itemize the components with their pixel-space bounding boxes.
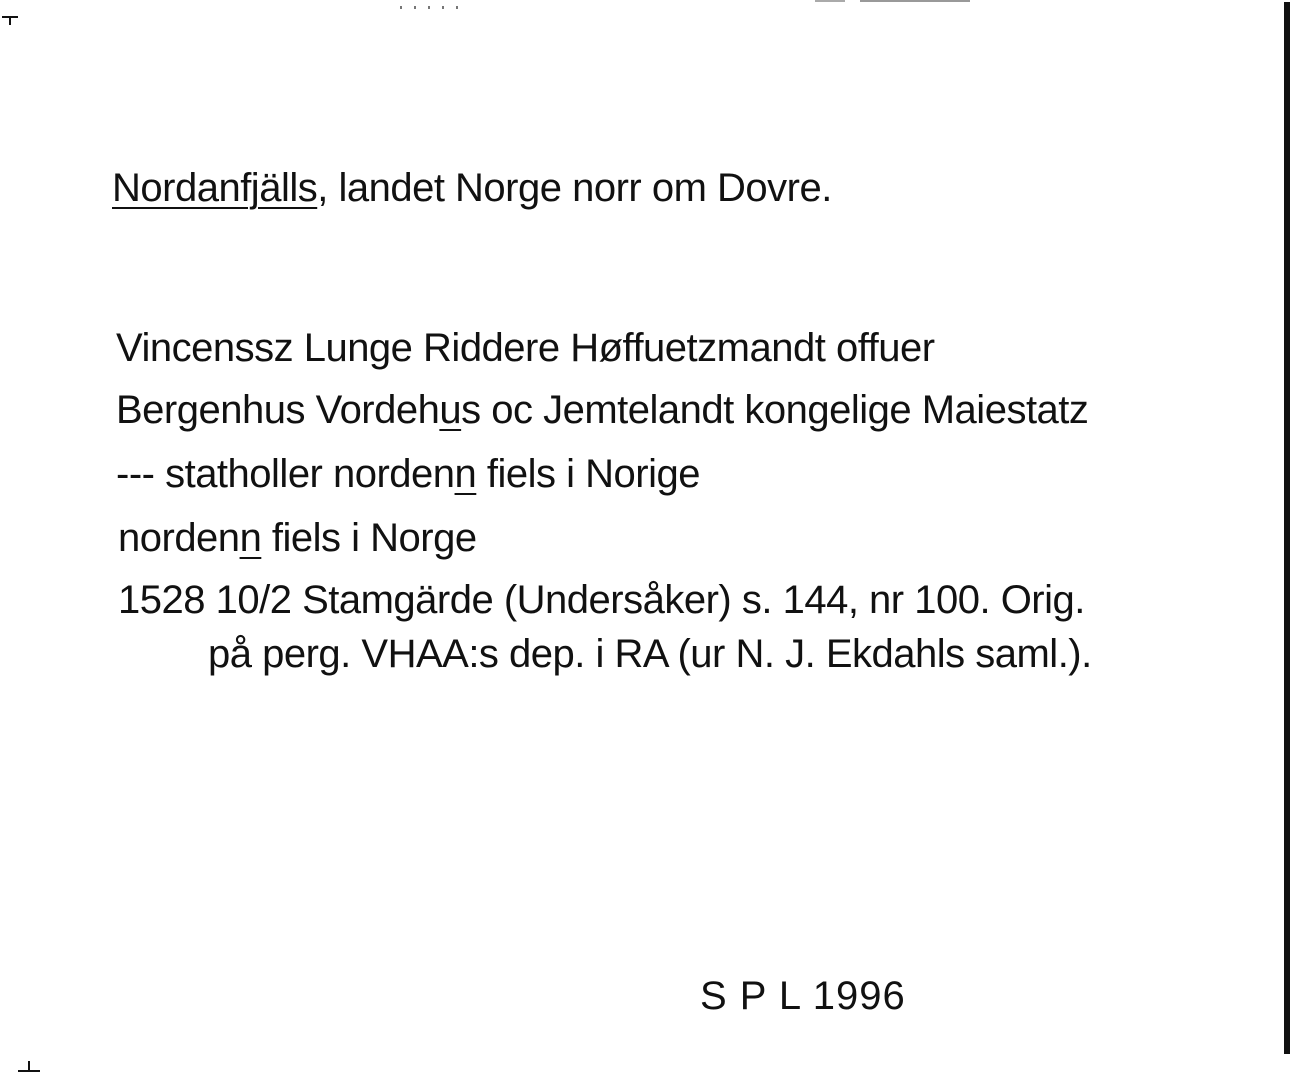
citation-text: Bergenhus Vordeh <box>116 388 440 432</box>
source-text: 1528 10/2 Stamgärde (Undersåker) s. 144, nr 100. Orig. <box>118 578 1085 622</box>
headword: Nordanfjälls <box>112 166 318 210</box>
source-line <box>118 576 1085 624</box>
citation-text: Vincenssz Lunge Riddere Høffuetzmandt offuer <box>116 326 935 370</box>
citation-text: fiels i Norige <box>476 452 700 496</box>
citation-line <box>116 450 700 498</box>
card-right-edge <box>1284 2 1290 1054</box>
signature: S P L 1996 <box>700 974 906 1018</box>
underlined-letter: n <box>454 452 477 496</box>
source-text: på perg. VHAA:s dep. i RA (ur N. J. Ekdahls saml.). <box>208 632 1092 676</box>
citation-line <box>116 324 935 372</box>
underlined-letter: u <box>439 388 462 432</box>
crop-mark-top-left <box>2 12 20 26</box>
citation-line <box>118 514 477 562</box>
scan-artifact-dots <box>400 6 460 9</box>
underlined-letter: n <box>239 516 262 560</box>
crop-mark-bottom-left <box>18 1060 40 1074</box>
citation-text: norden <box>118 516 240 560</box>
citation-text: fiels i Norge <box>261 516 477 560</box>
citation-line <box>116 386 1088 434</box>
citation-text: --- statholler norden <box>116 452 455 496</box>
scan-artifact-line <box>860 0 970 2</box>
headword-definition: , landet Norge norr om Dovre. <box>317 166 832 210</box>
source-line <box>208 630 1092 678</box>
headword-line <box>112 164 832 212</box>
scan-artifact-line <box>815 0 845 2</box>
citation-text: s oc Jemtelandt kongelige Maiestatz <box>461 388 1089 432</box>
